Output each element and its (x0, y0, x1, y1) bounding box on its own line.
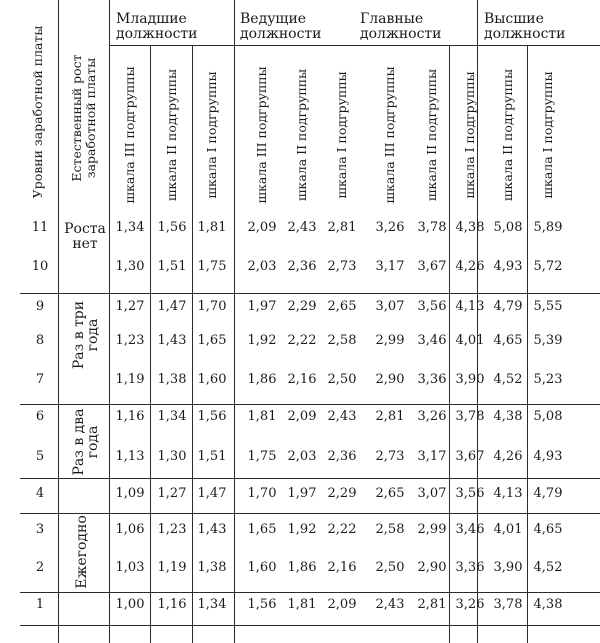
value-cell: 1,65 (197, 333, 227, 348)
row-rule (20, 592, 600, 593)
level-cell: 5 (35, 449, 45, 464)
value-cell: 3,67 (455, 449, 485, 464)
value-cell: 3,07 (375, 299, 405, 314)
value-cell: 3,67 (417, 259, 447, 274)
value-cell: 1,30 (115, 259, 145, 274)
value-cell: 1,65 (247, 522, 277, 537)
row-rule (20, 478, 600, 479)
value-cell: 3,90 (455, 372, 485, 387)
value-cell: 1,30 (157, 449, 187, 464)
value-cell: 1,27 (157, 486, 187, 501)
level-cell: 8 (35, 333, 45, 348)
value-cell: 1,86 (287, 560, 317, 575)
value-cell: 2,81 (327, 220, 357, 235)
value-cell: 2,03 (287, 449, 317, 464)
value-cell: 1,56 (197, 409, 227, 424)
value-cell: 2,09 (247, 220, 277, 235)
value-cell: 1,92 (247, 333, 277, 348)
row-rule (109, 45, 600, 46)
value-cell: 2,36 (287, 259, 317, 274)
value-cell: 2,36 (327, 449, 357, 464)
value-cell: 5,08 (493, 220, 523, 235)
value-cell: 1,23 (157, 522, 187, 537)
value-cell: 3,26 (417, 409, 447, 424)
value-cell: 1,19 (115, 372, 145, 387)
scale-header: шкала I подгруппы (334, 71, 349, 199)
value-cell: 2,09 (287, 409, 317, 424)
value-cell: 4,38 (493, 409, 523, 424)
value-cell: 2,99 (375, 333, 405, 348)
value-cell: 2,50 (375, 560, 405, 575)
row-rule (20, 513, 600, 514)
position-group-header: Младшие должности (116, 11, 198, 42)
row-rule (20, 404, 600, 405)
value-cell: 3,78 (417, 220, 447, 235)
value-cell: 4,01 (493, 522, 523, 537)
value-cell: 1,34 (197, 597, 227, 612)
value-cell: 5,23 (533, 372, 563, 387)
value-cell: 1,23 (115, 333, 145, 348)
value-cell: 4,52 (533, 560, 563, 575)
value-cell: 2,43 (375, 597, 405, 612)
level-cell: 6 (35, 409, 45, 424)
value-cell: 5,39 (533, 333, 563, 348)
value-cell: 2,99 (417, 522, 447, 537)
value-cell: 4,93 (533, 449, 563, 464)
value-cell: 2,73 (327, 259, 357, 274)
value-cell: 2,16 (327, 560, 357, 575)
value-cell: 4,38 (533, 597, 563, 612)
value-cell: 1,09 (115, 486, 145, 501)
value-cell: 4,65 (493, 333, 523, 348)
value-cell: 4,38 (455, 220, 485, 235)
value-cell: 1,27 (115, 299, 145, 314)
value-cell: 2,43 (327, 409, 357, 424)
scale-header: шкала II подгруппы (164, 68, 179, 202)
value-cell: 1,97 (287, 486, 317, 501)
value-cell: 1,38 (197, 560, 227, 575)
value-cell: 5,72 (533, 259, 563, 274)
value-cell: 2,29 (327, 486, 357, 501)
value-cell: 3,36 (417, 372, 447, 387)
row-rule (20, 625, 600, 626)
value-cell: 2,09 (327, 597, 357, 612)
value-cell: 1,34 (115, 220, 145, 235)
value-cell: 3,78 (455, 409, 485, 424)
value-cell: 2,81 (417, 597, 447, 612)
value-cell: 1,81 (247, 409, 277, 424)
level-cell: 10 (31, 259, 49, 274)
level-cell: 3 (35, 522, 45, 537)
value-cell: 3,56 (417, 299, 447, 314)
value-cell: 4,13 (493, 486, 523, 501)
value-cell: 4,93 (493, 259, 523, 274)
value-cell: 2,58 (327, 333, 357, 348)
value-cell: 3,56 (455, 486, 485, 501)
scale-header: шкала III подгруппы (254, 66, 269, 204)
value-cell: 2,90 (375, 372, 405, 387)
value-cell: 2,22 (327, 522, 357, 537)
value-cell: 3,36 (455, 560, 485, 575)
value-cell: 4,01 (455, 333, 485, 348)
value-cell: 1,43 (197, 522, 227, 537)
value-cell: 3,78 (493, 597, 523, 612)
value-cell: 4,13 (455, 299, 485, 314)
value-cell: 1,16 (115, 409, 145, 424)
scale-header: шкала I подгруппы (540, 71, 555, 199)
value-cell: 5,89 (533, 220, 563, 235)
level-cell: 11 (31, 220, 49, 235)
value-cell: 1,70 (247, 486, 277, 501)
value-cell: 4,26 (455, 259, 485, 274)
column-rule (58, 0, 59, 643)
value-cell: 2,50 (327, 372, 357, 387)
value-cell: 1,70 (197, 299, 227, 314)
value-cell: 2,90 (417, 560, 447, 575)
value-cell: 2,58 (375, 522, 405, 537)
value-cell: 4,26 (493, 449, 523, 464)
value-cell: 1,81 (287, 597, 317, 612)
value-cell: 1,92 (287, 522, 317, 537)
level-cell: 2 (35, 560, 45, 575)
growth-group-label: Роста нет (64, 221, 106, 252)
value-cell: 1,86 (247, 372, 277, 387)
growth-group-label: Раз в три года (71, 300, 101, 370)
value-cell: 4,79 (493, 299, 523, 314)
value-cell: 3,17 (375, 259, 405, 274)
value-cell: 2,43 (287, 220, 317, 235)
level-cell: 4 (35, 486, 45, 501)
value-cell: 2,29 (287, 299, 317, 314)
value-cell: 3,46 (455, 522, 485, 537)
value-cell: 4,79 (533, 486, 563, 501)
value-cell: 2,65 (375, 486, 405, 501)
value-cell: 5,08 (533, 409, 563, 424)
levels-column-header: Уровни заработной платы (30, 25, 45, 199)
growth-column-header: Естественный рост заработной платы (69, 54, 98, 182)
growth-group-label: Ежегодно (74, 515, 90, 589)
value-cell: 3,17 (417, 449, 447, 464)
value-cell: 1,38 (157, 372, 187, 387)
column-rule (234, 0, 235, 643)
value-cell: 1,60 (197, 372, 227, 387)
value-cell: 1,47 (157, 299, 187, 314)
value-cell: 1,60 (247, 560, 277, 575)
value-cell: 1,47 (197, 486, 227, 501)
level-cell: 9 (35, 299, 45, 314)
value-cell: 2,22 (287, 333, 317, 348)
scale-header: шкала II подгруппы (500, 68, 515, 202)
value-cell: 2,73 (375, 449, 405, 464)
growth-group-label: Раз в два года (71, 408, 101, 476)
scale-header: шкала II подгруппы (424, 68, 439, 202)
scale-header: шкала II подгруппы (294, 68, 309, 202)
level-cell: 7 (35, 372, 45, 387)
value-cell: 1,56 (157, 220, 187, 235)
value-cell: 4,52 (493, 372, 523, 387)
scale-header: шкала I подгруппы (462, 71, 477, 199)
scale-header: шкала I подгруппы (204, 71, 219, 199)
value-cell: 1,51 (157, 259, 187, 274)
row-rule (20, 293, 600, 294)
scale-header: шкала III подгруппы (122, 66, 137, 204)
value-cell: 2,65 (327, 299, 357, 314)
position-group-header: Главные должности (360, 11, 442, 42)
position-group-header: Высшие должности (484, 11, 566, 42)
column-rule (150, 45, 151, 643)
value-cell: 3,26 (455, 597, 485, 612)
value-cell: 1,00 (115, 597, 145, 612)
value-cell: 2,16 (287, 372, 317, 387)
value-cell: 1,34 (157, 409, 187, 424)
value-cell: 1,75 (197, 259, 227, 274)
value-cell: 1,81 (197, 220, 227, 235)
value-cell: 2,81 (375, 409, 405, 424)
column-rule (109, 0, 110, 643)
value-cell: 3,90 (493, 560, 523, 575)
value-cell: 3,07 (417, 486, 447, 501)
value-cell: 1,13 (115, 449, 145, 464)
value-cell: 1,43 (157, 333, 187, 348)
value-cell: 1,97 (247, 299, 277, 314)
value-cell: 2,03 (247, 259, 277, 274)
value-cell: 3,26 (375, 220, 405, 235)
scale-header: шкала III подгруппы (382, 66, 397, 204)
position-group-header: Ведущие должности (240, 11, 322, 42)
value-cell: 1,19 (157, 560, 187, 575)
value-cell: 5,55 (533, 299, 563, 314)
value-cell: 1,56 (247, 597, 277, 612)
value-cell: 1,16 (157, 597, 187, 612)
value-cell: 1,75 (247, 449, 277, 464)
value-cell: 1,51 (197, 449, 227, 464)
level-cell: 1 (35, 597, 45, 612)
value-cell: 4,65 (533, 522, 563, 537)
value-cell: 3,46 (417, 333, 447, 348)
value-cell: 1,03 (115, 560, 145, 575)
column-rule (477, 0, 478, 643)
value-cell: 1,06 (115, 522, 145, 537)
